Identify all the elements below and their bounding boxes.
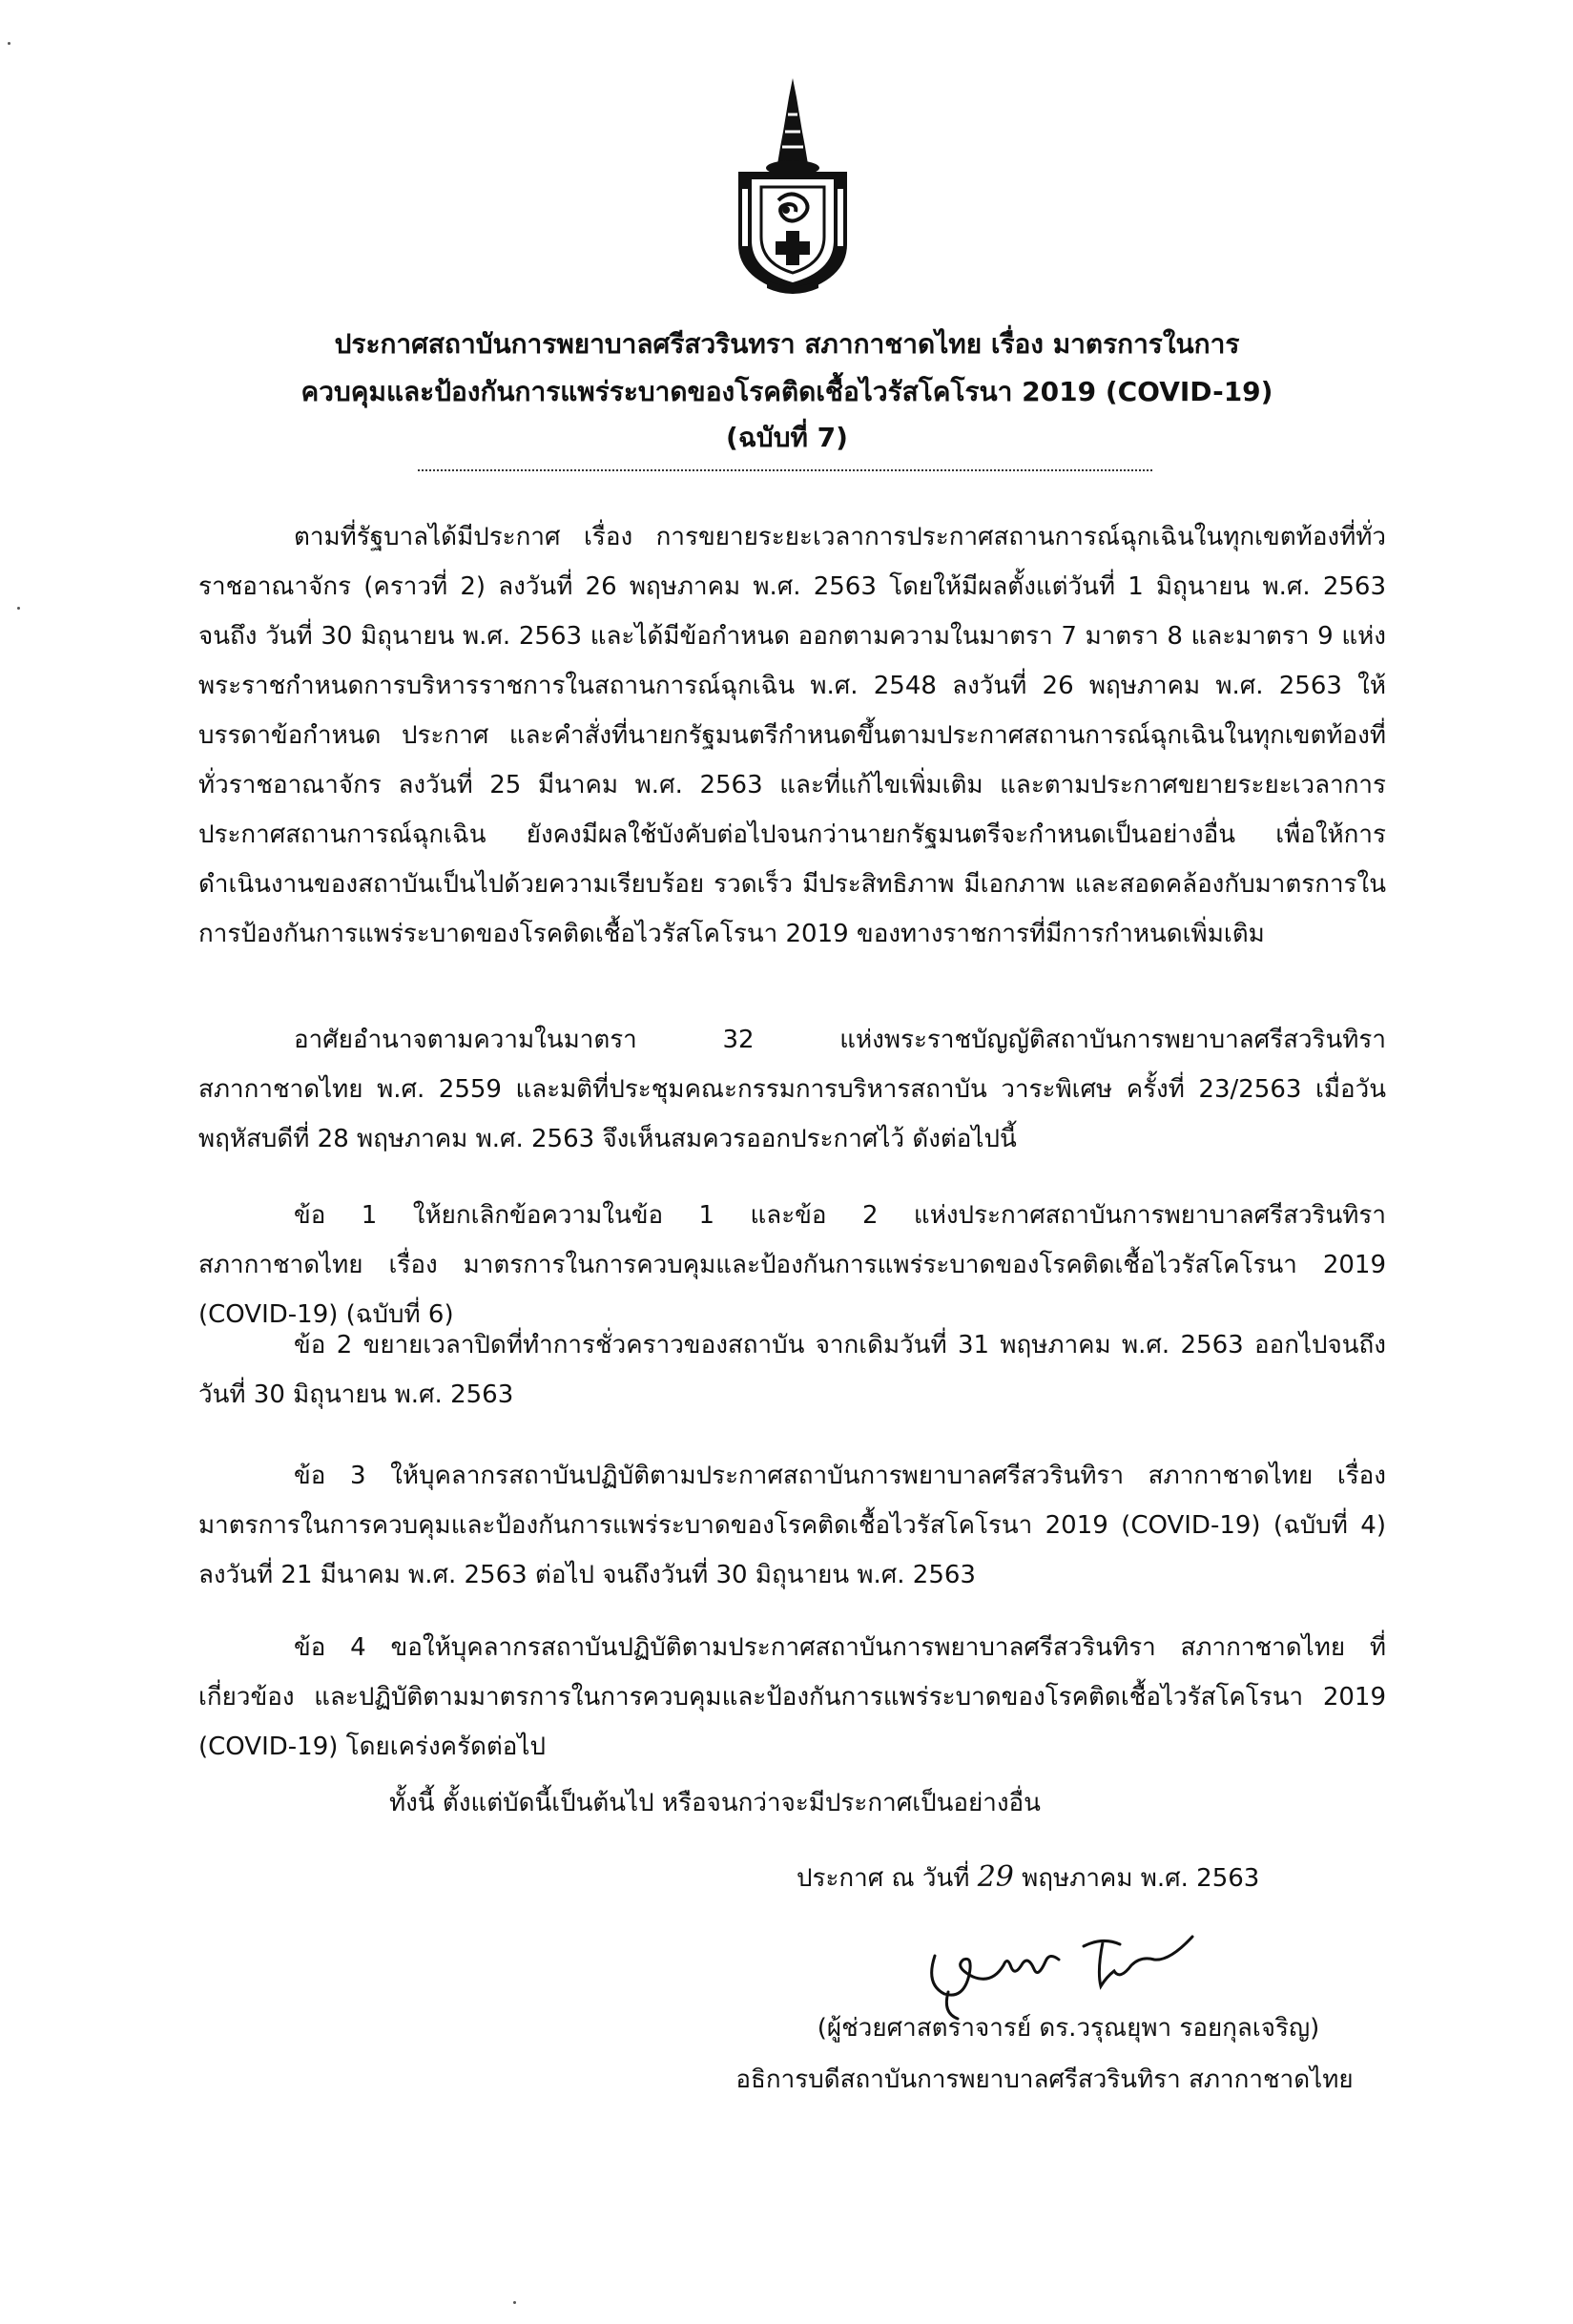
announcement-date <box>797 1853 1369 1903</box>
title-line-2: ควบคุมและป้องกันการแพร่ระบาดของโรคติดเชื้อไวรัสโคโรนา 2019 (COVID-19) <box>300 376 1273 407</box>
clause-4: ข้อ 4 ขอให้บุคลากรสถาบันปฏิบัติตามประกาศสถาบันการพยาบาลศรีสวรินทิรา สภากาชาดไทย ที่เกี่ยวข้อง และปฏิบัติตามมาตรการในการควบคุมและป้องกันการแพร่ระบาดของโรคติดเชื้อไวรัสโคโรนา 2019 (COVID-19) โดยเคร่งครัดต่อไป <box>198 1633 1386 1761</box>
title-line-3: (ฉบับที่ 7) <box>726 422 848 453</box>
signer-name: (ผู้ช่วยศาสตราจารย์ ดร.วรุณยุพา รอยกุลเจริญ) <box>817 2014 1320 2043</box>
clause-2: ข้อ 2 ขยายเวลาปิดที่ทำการชั่วคราวของสถาบัน จากเดิมวันที่ 31 พฤษภาคม พ.ศ. 2563 ออกไปจนถึง วันที่ 30 มิถุนายน พ.ศ. 2563 <box>198 1331 1386 1409</box>
signer-title: อธิการบดีสถาบันการพยาบาลศรีสวรินทิรา สภากาชาดไทย <box>735 2065 1354 2094</box>
title-line-1: ประกาศสถาบันการพยาบาลศรีสวรินทรา สภากาชาดไทย เรื่อง มาตรการในการ <box>334 328 1240 360</box>
clause-1: ข้อ 1 ให้ยกเลิกข้อความในข้อ 1 และข้อ 2 แห่งประกาศสถาบันการพยาบาลศรีสวรินทิรา สภากาชาดไทย เรื่อง มาตรการในการควบคุมและป้องกันการแพร่ระบาดของโรคติดเชื้อไวรัสโคโรนา 2019 (COVID-19) (ฉบับที่ 6) <box>198 1201 1386 1329</box>
closing-statement: ทั้งนี้ ตั้งแต่บัดนี้เป็นต้นไป หรือจนกว่าจะมีประกาศเป็นอย่างอื่น <box>389 1789 1041 1817</box>
scan-speck <box>513 2301 516 2304</box>
scan-speck <box>8 42 10 45</box>
date-suffix: พฤษภาคม พ.ศ. 2563 <box>1013 1864 1260 1893</box>
institute-emblem-icon <box>731 76 855 298</box>
authority-paragraph: อาศัยอำนาจตามความในมาตรา 32 แห่งพระราชบัญญัติสถาบันการพยาบาลศรีสวรินทิรา สภากาชาดไทย พ.ศ. 2559 และมติที่ประชุมคณะกรรมการบริหารสถาบัน วาระพิเศษ ครั้งที่ 23/2563 เมื่อวันพฤหัสบดีที่ 28 พฤษภาคม พ.ศ. 2563 จึงเห็นสมควรออกประกาศไว้ ดังต่อไปนี้ <box>198 1026 1386 1153</box>
preamble-paragraph: ตามที่รัฐบาลได้มีประกาศ เรื่อง การขยายระยะเวลาการประกาศสถานการณ์ฉุกเฉินในทุกเขตท้องที่ทั่วราชอาณาจักร (คราวที่ 2) ลงวันที่ 26 พฤษภาคม พ.ศ. 2563 โดยให้มีผลตั้งแต่วันที่ 1 มิถุนายน พ.ศ. 2563 จนถึง วันที่ 30 มิถุนายน พ.ศ. 2563 และได้มีข้อกำหนด ออกตามความในมาตรา 7 มาตรา 8 และมาตรา 9 แห่งพระราชกำหนดการบริหารราชการในสถานการณ์ฉุกเฉิน พ.ศ. 2548 ลงวันที่ 26 พฤษภาคม พ.ศ. 2563 ให้บรรดาข้อกำหนด ประกาศ และคำสั่งที่นายกรัฐมนตรีกำหนดขึ้นตามประกาศสถานการณ์ฉุกเฉินในทุกเขตท้องที่ทั่วราชอาณาจักร ลงวันที่ 25 มีนาคม พ.ศ. 2563 และที่แก้ไขเพิ่มเติม และตามประกาศขยายระยะเวลาการประกาศสถานการณ์ฉุกเฉิน ยังคงมีผลใช้บังคับต่อไปจนกว่านายกรัฐมนตรีจะกำหนดเป็นอย่างอื่น เพื่อให้การดำเนินงานของสถาบันเป็นไปด้วยความเรียบร้อย รวดเร็ว มีประสิทธิภาพ มีเอกภาพ และสอดคล้องกับมาตรการในการป้องกันการแพร่ระบาดของโรคติดเชื้อไวรัสโคโรนา 2019 ของทางราชการที่มีการกำหนดเพิ่มเติม <box>198 523 1386 948</box>
date-prefix: ประกาศ ณ วันที่ <box>797 1864 978 1893</box>
scan-speck <box>17 607 20 610</box>
title-divider <box>418 469 1152 471</box>
clause-3: ข้อ 3 ให้บุคลากรสถาบันปฏิบัติตามประกาศสถาบันการพยาบาลศรีสวรินทิรา สภากาชาดไทย เรื่อง มาตรการในการควบคุมและป้องกันการแพร่ระบาดของโรคติดเชื้อไวรัสโคโรนา 2019 (COVID-19) (ฉบับที่ 4) ลงวันที่ 21 มีนาคม พ.ศ. 2563 ต่อไป จนถึงวันที่ 30 มิถุนายน พ.ศ. 2563 <box>198 1462 1386 1589</box>
date-day-handwritten: 29 <box>977 1860 1014 1894</box>
